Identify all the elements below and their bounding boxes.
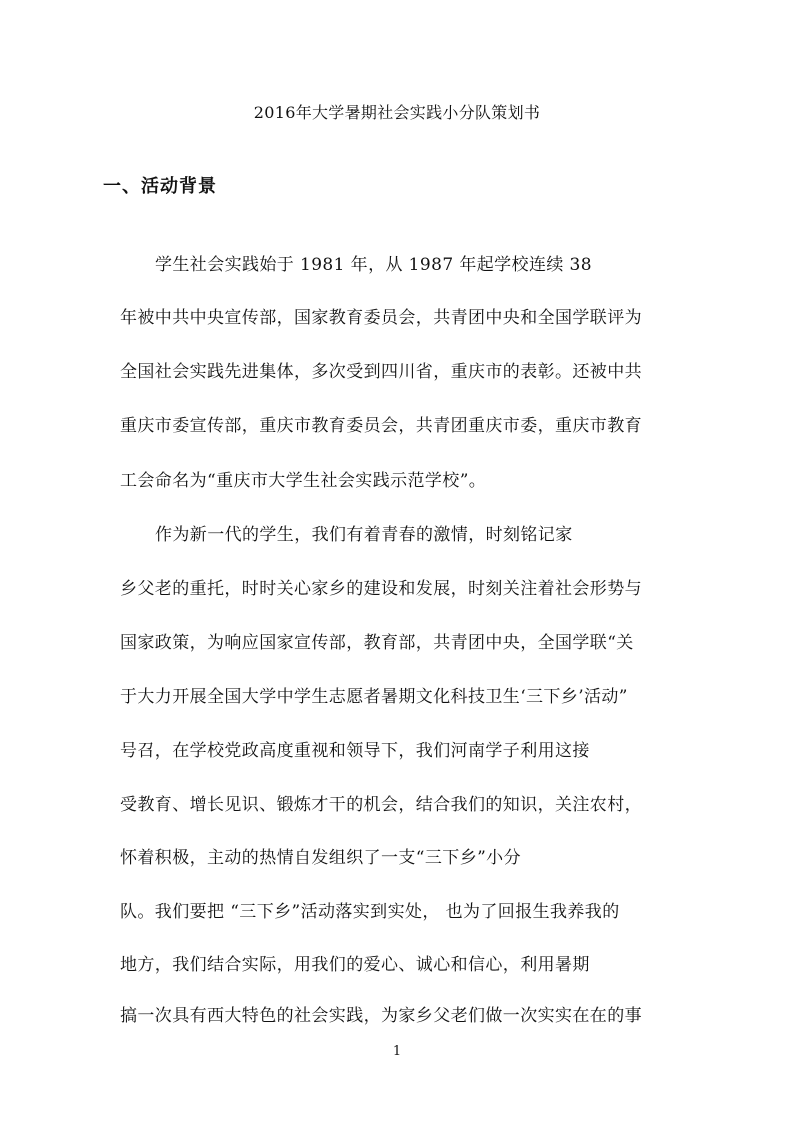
paragraph-line-9: 于大力开展全国大学中学生志愿者暑期文化科技卫生‘三下乡’活动”: [120, 687, 628, 707]
paragraph-line-2: 年被中共中央宣传部，国家教育委员会，共青团中央和全国学联评为: [120, 308, 642, 328]
paragraph-line-5: 工会命名为“重庆市大学生社会实践示范学校”。: [120, 471, 487, 491]
paragraph-line-6: 作为新一代的学生，我们有着青春的激情，时刻铭记家: [155, 525, 573, 545]
page-number: 1: [392, 1044, 402, 1059]
section-heading: 一、活动背景: [103, 176, 217, 197]
paragraph-line-8: 国家政策，为响应国家宣传部，教育部，共青团中央，全国学联“关: [120, 633, 634, 653]
paragraph-line-13: 队。我们要把 “三下乡”活动落实到实处， 也为了回报生我养我的: [120, 902, 620, 922]
paragraph-line-7: 乡父老的重托，时时关心家乡的建设和发展，时刻关注着社会形势与: [120, 579, 642, 599]
document-title: 2016年大学暑期社会实践小分队策划书: [253, 103, 541, 122]
paragraph-line-14: 地方，我们结合实际，用我们的爱心、诚心和信心，利用暑期: [120, 955, 590, 975]
paragraph-line-11: 受教育、增长见识、锻炼才干的机会，结合我们的知识，关注农村，: [120, 795, 642, 815]
paragraph-line-4: 重庆市委宣传部，重庆市教育委员会，共青团重庆市委，重庆市教育: [120, 416, 642, 436]
paragraph-line-1: 学生社会实践始于 1981 年，从 1987 年起学校连续 38: [155, 255, 592, 275]
paragraph-line-10: 号召，在学校党政高度重视和领导下，我们河南学子利用这接: [120, 741, 590, 761]
paragraph-line-12: 怀着积极，主动的热情自发组织了一支“三下乡”小分: [120, 848, 521, 868]
paragraph-line-15: 搞一次具有西大特色的社会实践，为家乡父老们做一次实实在在的事: [120, 1006, 642, 1026]
paragraph-line-3: 全国社会实践先进集体，多次受到四川省，重庆市的表彰。还被中共: [120, 362, 642, 382]
